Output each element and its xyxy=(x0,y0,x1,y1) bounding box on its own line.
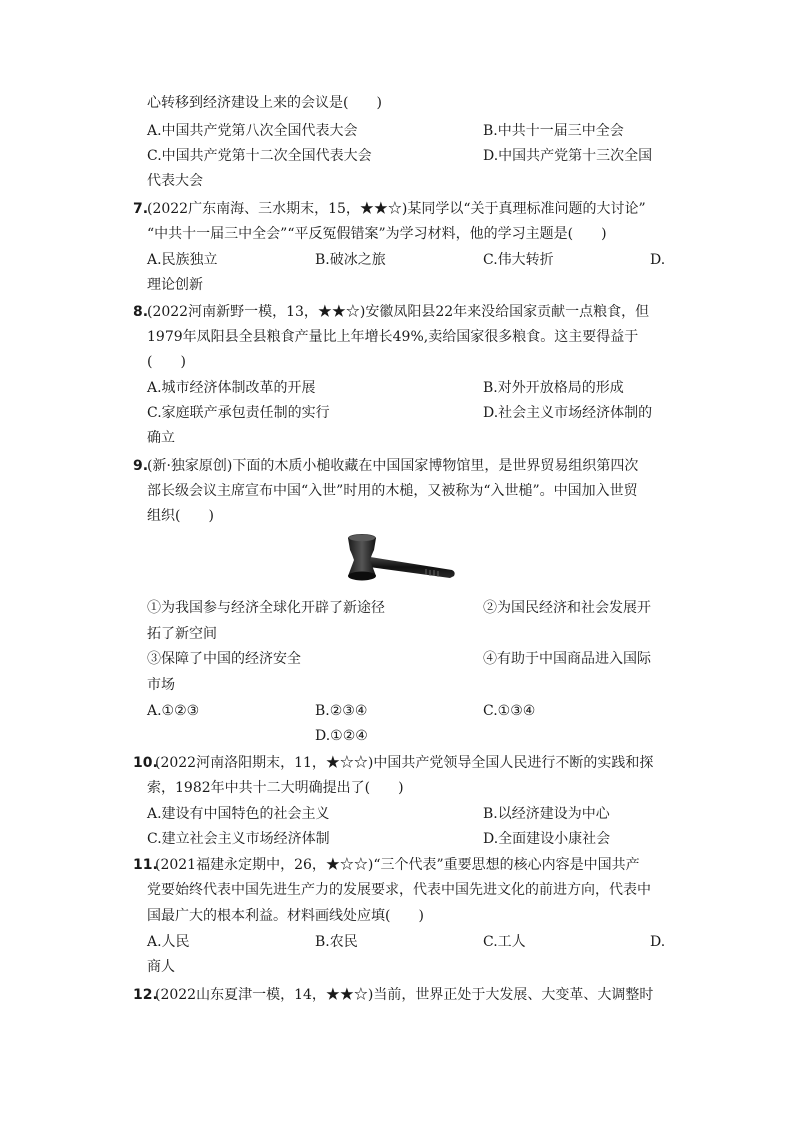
q9-stem-1: (新·独家原创)下面的木质小槌收藏在中国国家博物馆里，是世界贸易组织第四次 xyxy=(147,458,639,474)
q12-stem-1: (2022山东夏津一模，14，★★☆)当前，世界正处于大发展、大变革、大调整时 xyxy=(155,987,654,1003)
q10-stem-2: 索，1982年中共十二大明确提出了( ) xyxy=(147,780,404,796)
q6-option-d-wrap: 代表大会 xyxy=(147,173,203,189)
q8-stem-3: ( ) xyxy=(147,354,186,370)
q8-stem-1: (2022河南新野一模，13，★★☆)安徽凤阳县22年来没给国家贡献一点粮食，但 xyxy=(147,304,650,320)
q11-option-d-wrap: 商人 xyxy=(147,959,175,975)
q8-number: 8. xyxy=(133,304,149,320)
q7-option-b: B.破冰之旅 xyxy=(315,252,386,268)
q9-number: 9. xyxy=(133,458,149,474)
q10-stem-1: (2022河南洛阳期末，11，★☆☆)中国共产党领导全国人民进行不断的实践和探 xyxy=(155,755,654,771)
q7-stem-2: “中共十一届三中全会”“平反冤假错案”为学习材料，他的学习主题是( ) xyxy=(147,226,607,242)
q12-number: 12. xyxy=(133,987,158,1003)
q9-item-4: ④有助于中国商品进入国际 xyxy=(483,651,651,667)
q11-number: 11. xyxy=(133,857,158,873)
q10-number: 10. xyxy=(133,755,158,771)
q10-option-b: B.以经济建设为中心 xyxy=(483,806,610,822)
q8-option-c: C.家庭联产承包责任制的实行 xyxy=(147,405,330,421)
q7-option-d-wrap: 理论创新 xyxy=(147,277,203,293)
q9-stem-2: 部长级会议主席宣布中国“入世”时用的木槌，又被称为“入世槌”。中国加入世贸 xyxy=(147,483,638,499)
q9-option-b: B.②③④ xyxy=(315,703,368,719)
q11-option-d: D. xyxy=(650,934,666,950)
q11-stem-2: 党要始终代表中国先进生产力的发展要求，代表中国先进文化的前进方向，代表中 xyxy=(147,882,651,898)
q11-option-b: B.农民 xyxy=(315,934,358,950)
q6-option-a: A.中国共产党第八次全国代表大会 xyxy=(147,123,358,139)
q7-option-c: C.伟大转折 xyxy=(483,252,554,268)
q8-option-d: D.社会主义市场经济体制的 xyxy=(483,405,653,421)
q11-option-c: C.工人 xyxy=(483,934,526,950)
q7-number: 7. xyxy=(133,201,149,217)
q6-stem: 心转移到经济建设上来的会议是( ) xyxy=(147,95,382,111)
q11-option-a: A.人民 xyxy=(147,934,190,950)
q6-option-b: B.中共十一届三中全会 xyxy=(483,123,624,139)
q9-item-4-wrap: 市场 xyxy=(147,677,175,693)
q9-item-3: ③保障了中国的经济安全 xyxy=(147,651,301,667)
q9-stem-3: 组织( ) xyxy=(147,508,214,524)
q7-stem-1: (2022广东南海、三水期末，15，★★☆)某同学以“关于真理标准问题的大讨论” xyxy=(147,201,646,217)
q9-option-d: D.①②④ xyxy=(315,728,368,744)
q9-option-a: A.①②③ xyxy=(147,703,200,719)
gavel-icon xyxy=(340,532,460,588)
q7-option-d: D. xyxy=(650,252,666,268)
q11-stem-3: 国最广大的根本利益。材料画线处应填( ) xyxy=(147,908,424,924)
q8-option-b: B.对外开放格局的形成 xyxy=(483,380,624,396)
q7-option-a: A.民族独立 xyxy=(147,252,218,268)
q8-stem-2: 1979年凤阳县全县粮食产量比上年增长49%,卖给国家很多粮食。这主要得益于 xyxy=(147,329,639,345)
q9-item-1: ①为我国参与经济全球化开辟了新途径 xyxy=(147,600,385,616)
q8-option-d-wrap: 确立 xyxy=(147,430,175,446)
q10-option-c: C.建立社会主义市场经济体制 xyxy=(147,831,330,847)
q6-option-c: C.中国共产党第十二次全国代表大会 xyxy=(147,148,372,164)
q10-option-d: D.全面建设小康社会 xyxy=(483,831,611,847)
q9-item-2: ②为国民经济和社会发展开 xyxy=(483,600,651,616)
q9-item-2-wrap: 拓了新空间 xyxy=(147,626,217,642)
q9-option-c: C.①③④ xyxy=(483,703,536,719)
q6-option-d: D.中国共产党第十三次全国 xyxy=(483,148,653,164)
q11-stem-1: (2021福建永定期中，26，★☆☆)“三个代表”重要思想的核心内容是中国共产 xyxy=(155,857,640,873)
q8-option-a: A.城市经济体制改革的开展 xyxy=(147,380,316,396)
q10-option-a: A.建设有中国特色的社会主义 xyxy=(147,806,330,822)
